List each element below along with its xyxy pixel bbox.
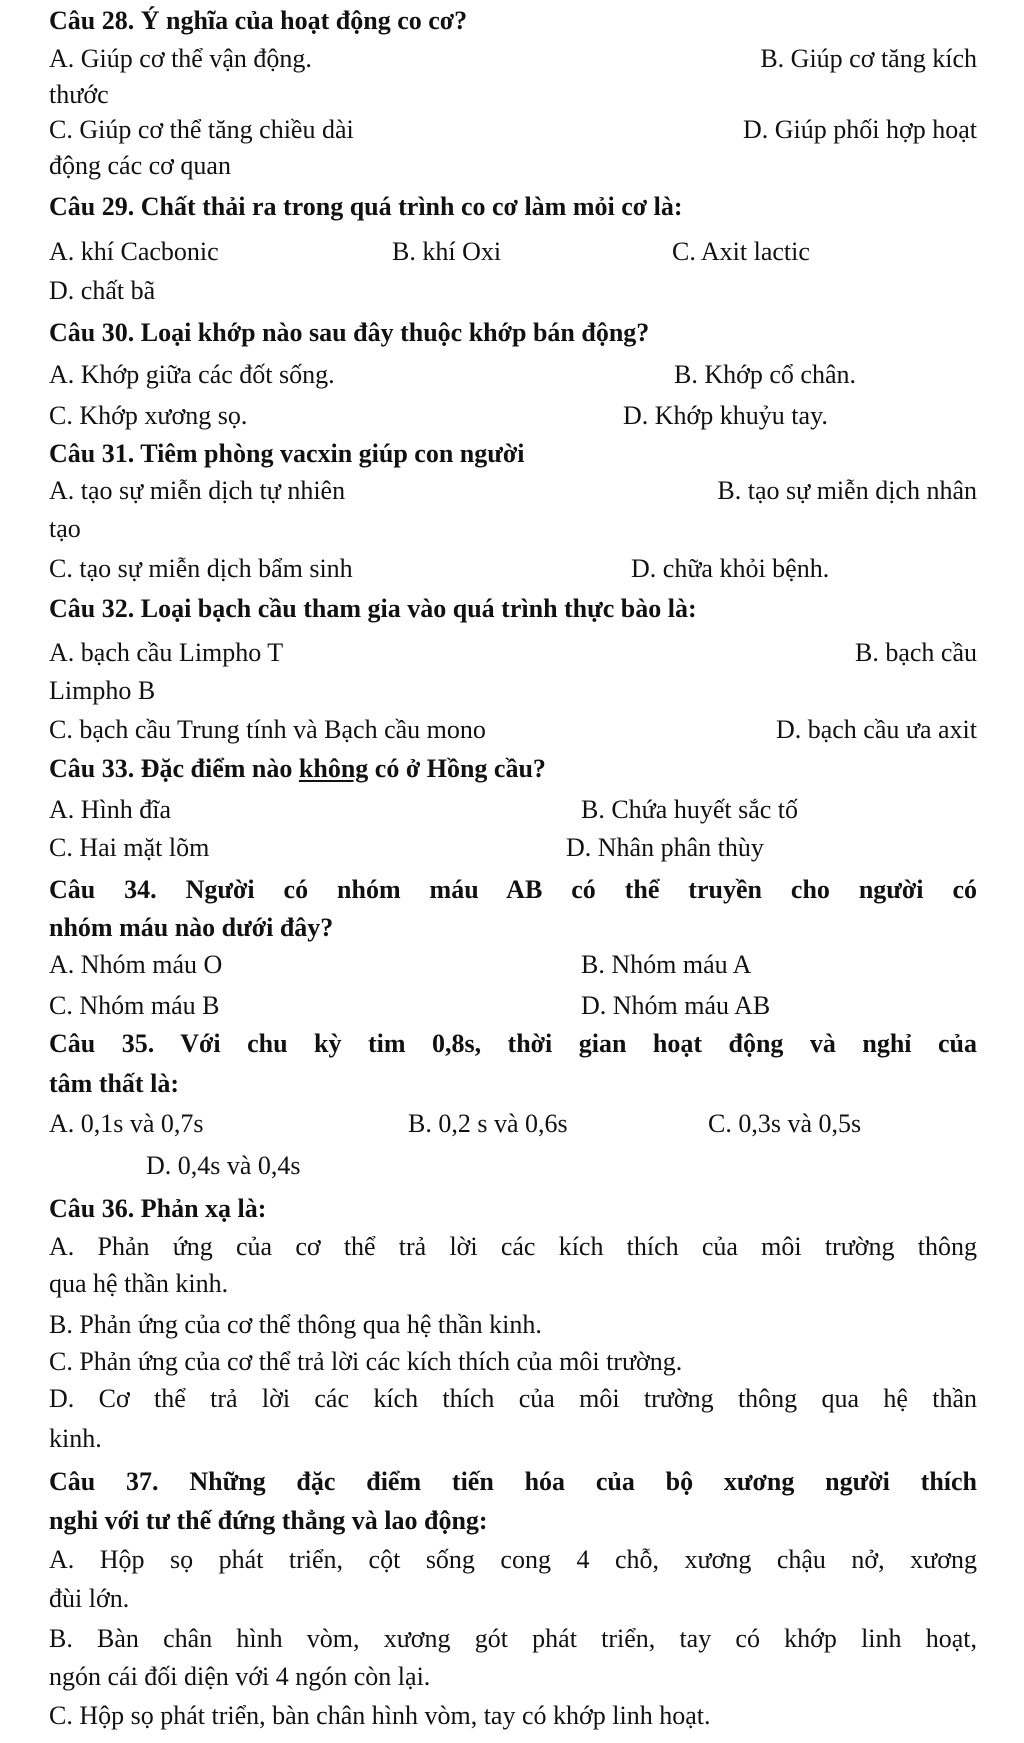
question-34-options-row-2: [49, 987, 977, 1025]
q28-option-b-continued: thước: [49, 80, 109, 109]
q34-option-b: B. Nhóm máu A: [581, 950, 752, 979]
question-30-options-row-1: [49, 356, 977, 394]
q32-option-b-continued: Limpho B: [49, 676, 156, 705]
question-28-options-row-1: [49, 40, 977, 78]
question-31-options-row-1: [49, 472, 977, 510]
q32-option-a: A. bạch cầu Limpho T: [49, 638, 284, 667]
q33-option-a: A. Hình đĩa: [49, 795, 172, 824]
question-33-title: [49, 750, 977, 788]
q35-option-c: C. 0,3s và 0,5s: [708, 1109, 862, 1138]
q29-option-b: B. khí Oxi: [392, 237, 502, 266]
question-34-title-line-2: nhóm máu nào dưới đây?: [49, 913, 334, 942]
question-30-options-row-2: [49, 397, 977, 435]
question-31-title: Câu 31. Tiêm phòng vacxin giúp con người: [49, 439, 525, 468]
q29-option-d: D. chất bã: [49, 276, 156, 305]
q37-option-b-line-1: B. Bàn chân hình vòm, xương gót phát triển, tay có khớp linh hoạt,: [49, 1624, 977, 1653]
question-30-title: Câu 30. Loại khớp nào sau đây thuộc khớp bán động?: [49, 318, 650, 347]
question-33-options-row-2: [49, 829, 977, 867]
q36-option-d-line-2: kinh.: [49, 1424, 102, 1453]
q29-option-a: A. khí Cacbonic: [49, 237, 219, 266]
question-34-options-row-1: [49, 946, 977, 984]
q37-option-b-line-2: ngón cái đối diện với 4 ngón còn lại.: [49, 1662, 431, 1691]
q31-option-c: C. tạo sự miễn dịch bẩm sinh: [49, 554, 353, 583]
q36-option-d-line-1: D. Cơ thể trả lời các kích thích của môi trường thông qua hệ thần: [49, 1384, 977, 1413]
q33-option-c: C. Hai mặt lõm: [49, 833, 210, 862]
q34-option-c: C. Nhóm máu B: [49, 991, 220, 1020]
q33-title-underlined-word: không: [298, 754, 369, 783]
question-32-title: Câu 32. Loại bạch cầu tham gia vào quá trình thực bào là:: [49, 594, 697, 623]
q30-option-b: B. Khớp cổ chân.: [674, 360, 856, 389]
q34-option-a: A. Nhóm máu O: [49, 950, 223, 979]
question-28-options-row-2: [49, 111, 977, 149]
q34-option-d: D. Nhóm máu AB: [581, 991, 771, 1020]
q31-option-b-continued: tạo: [49, 514, 81, 543]
question-35-title-line-1: Câu 35. Với chu kỳ tim 0,8s, thời gian hoạt động và nghỉ của: [49, 1029, 977, 1058]
q36-option-a-line-2: qua hệ thần kinh.: [49, 1269, 229, 1298]
q32-option-b: B. bạch cầu: [854, 638, 977, 667]
question-35-options-row-2: [49, 1147, 977, 1185]
q30-option-a: A. Khớp giữa các đốt sống.: [49, 360, 335, 389]
q31-option-a: A. tạo sự miễn dịch tự nhiên: [49, 476, 346, 505]
q35-option-b: B. 0,2 s và 0,6s: [408, 1109, 568, 1138]
q30-option-c: C. Khớp xương sọ.: [49, 401, 248, 430]
q36-option-a-line-1: A. Phản ứng của cơ thể trả lời các kích thích của môi trường thông: [49, 1232, 977, 1261]
q32-option-d: D. bạch cầu ưa axit: [775, 715, 977, 744]
question-28-title: Câu 28. Ý nghĩa của hoạt động co cơ?: [49, 6, 468, 35]
q35-option-d: D. 0,4s và 0,4s: [146, 1151, 301, 1180]
q28-option-d-continued: động các cơ quan: [49, 151, 231, 180]
q28-option-b: B. Giúp cơ tăng kích: [760, 44, 977, 73]
q30-option-d: D. Khớp khuỷu tay.: [623, 401, 828, 430]
q31-option-d: D. chữa khỏi bệnh.: [631, 554, 830, 583]
q37-option-a-line-1: A. Hộp sọ phát triển, cột sống cong 4 chỗ, xương chậu nở, xương: [49, 1545, 977, 1574]
q29-option-c: C. Axit lactic: [672, 237, 810, 266]
question-29-options-row-1: [49, 233, 977, 271]
question-32-options-row-2: [49, 711, 977, 749]
q33-title-start: Câu 33. Đặc điểm nào: [49, 754, 299, 783]
question-34-title-line-1: Câu 34. Người có nhóm máu AB có thể truyền cho người có: [49, 875, 977, 904]
question-29-title: Câu 29. Chất thải ra trong quá trình co cơ làm mỏi cơ là:: [49, 192, 683, 221]
question-31-options-row-2: [49, 550, 977, 588]
question-37-title-line-1: Câu 37. Những đặc điểm tiến hóa của bộ xương người thích: [49, 1467, 977, 1496]
q36-option-c: C. Phản ứng của cơ thể trả lời các kích thích của môi trường.: [49, 1347, 683, 1376]
q28-option-a: A. Giúp cơ thể vận động.: [49, 44, 312, 73]
q28-option-c: C. Giúp cơ thể tăng chiều dài: [49, 115, 354, 144]
q32-option-c: C. bạch cầu Trung tính và Bạch cầu mono: [49, 715, 486, 744]
question-36-title: Câu 36. Phản xạ là:: [49, 1194, 267, 1223]
q36-option-b: B. Phản ứng của cơ thể thông qua hệ thần kinh.: [49, 1310, 542, 1339]
question-35-options-row-1: [49, 1105, 977, 1143]
q35-option-a: A. 0,1s và 0,7s: [49, 1109, 204, 1138]
q37-option-a-line-2: đùi lớn.: [49, 1584, 130, 1613]
q28-option-d: D. Giúp phối hợp hoạt: [742, 115, 977, 144]
q37-option-c: C. Hộp sọ phát triển, bàn chân hình vòm, tay có khớp linh hoạt.: [49, 1701, 711, 1730]
q33-option-b: B. Chứa huyết sắc tố: [581, 795, 799, 824]
question-35-title-line-2: tâm thất là:: [49, 1069, 179, 1098]
question-33-options-row-1: [49, 791, 977, 829]
question-32-options-row-1: [49, 634, 977, 672]
question-37-title-line-2: nghi với tư thế đứng thẳng và lao động:: [49, 1506, 488, 1535]
q33-option-d: D. Nhân phân thùy: [566, 833, 764, 862]
q31-option-b: B. tạo sự miễn dịch nhân: [717, 476, 977, 505]
q33-title-end: có ở Hồng cầu?: [368, 754, 546, 783]
